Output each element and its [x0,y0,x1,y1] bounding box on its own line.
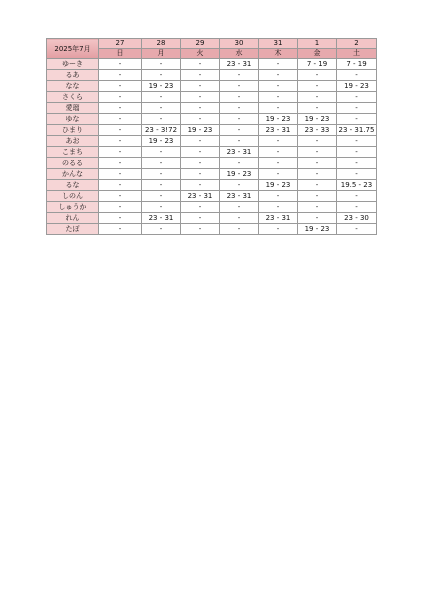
table-row [47,180,377,191]
shift-time: - [315,71,319,79]
shift-time: 19 - 23 [187,126,213,134]
shift-cell [142,213,181,224]
shift-time: 23 - 31 [265,214,291,222]
shift-time: - [315,148,319,156]
shift-cell [220,191,259,202]
staff-name: るあ [47,70,99,81]
shift-cell [220,103,259,114]
shift-cell [99,169,142,180]
shift-time: - [237,181,241,189]
shift-cell [337,169,377,180]
shift-cell [337,158,377,169]
table-row [47,59,377,70]
shift-cell [259,169,298,180]
shift-cell [337,92,377,103]
staff-name: なな [47,81,99,92]
shift-cell [337,202,377,213]
shift-time: - [237,115,241,123]
shift-cell [99,191,142,202]
shift-cell [259,158,298,169]
shift-cell [181,158,220,169]
shift-time: - [159,192,163,200]
day-date: 29 [181,39,220,49]
staff-name: しのん [47,191,99,202]
shift-cell [298,136,337,147]
shift-time: - [315,214,319,222]
shift-cell [259,136,298,147]
shift-time: - [237,104,241,112]
shift-time: - [315,82,319,90]
shift-cell [181,81,220,92]
shift-time: - [118,170,122,178]
day-date: 31 [259,39,298,49]
shift-cell [337,147,377,158]
shift-time: - [159,170,163,178]
shift-time: - [198,148,202,156]
shift-time: 23 - 31 [148,214,174,222]
shift-time: - [198,137,202,145]
shift-cell [181,191,220,202]
staff-name: さくら [47,92,99,103]
table-row [47,81,377,92]
staff-name: かんな [47,169,99,180]
staff-name: ゆな [47,114,99,125]
shift-cell [142,70,181,81]
shift-time: 19 - 23 [344,82,369,90]
day-weekday: 水 [220,49,259,59]
shift-cell [337,125,377,136]
shift-time: 23 - 33 [304,126,330,134]
shift-time: - [159,225,163,233]
shift-time: - [315,137,319,145]
shift-time: - [159,148,163,156]
table-row [47,92,377,103]
shift-time: - [276,71,280,79]
table-row [47,202,377,213]
shift-cell [181,114,220,125]
shift-cell [259,114,298,125]
shift-time: - [118,115,122,123]
shift-cell [181,180,220,191]
shift-cell [142,202,181,213]
table-row [47,125,377,136]
shift-cell [142,103,181,114]
staff-name: れん [47,213,99,224]
shift-time: - [159,71,163,79]
shift-time: - [276,82,280,90]
shift-cell [337,81,377,92]
shift-cell [181,169,220,180]
shift-time: - [118,104,122,112]
table-row [47,169,377,180]
shift-cell [337,70,377,81]
shift-time: - [159,60,163,68]
shift-time: - [159,203,163,211]
shift-time: - [315,93,319,101]
shift-cell [259,191,298,202]
shift-time: 19.5 - 23 [340,181,373,189]
table-row [47,114,377,125]
shift-cell [181,202,220,213]
shift-cell [142,59,181,70]
table-row [47,136,377,147]
staff-name: るな [47,180,99,191]
shift-cell [220,169,259,180]
shift-cell [298,169,337,180]
shift-cell [142,224,181,235]
shift-time: - [159,159,163,167]
shift-time: - [315,159,319,167]
shift-cell [298,158,337,169]
shift-time: - [159,181,163,189]
shift-cell [181,224,220,235]
table-row [47,147,377,158]
shift-cell [181,147,220,158]
shift-cell [220,213,259,224]
shift-time: - [118,148,122,156]
shift-cell [337,191,377,202]
shift-time: 19 - 23 [148,82,174,90]
day-weekday: 火 [181,49,220,59]
shift-time: - [276,137,280,145]
shift-cell [298,125,337,136]
shift-time: - [159,115,163,123]
shift-time: - [237,71,241,79]
shift-time: - [355,93,358,101]
shift-cell [99,224,142,235]
shift-cell [99,180,142,191]
shift-cell [220,202,259,213]
shift-cell [181,136,220,147]
shift-time: 19 - 23 [226,170,252,178]
shift-time: - [237,137,241,145]
day-date: 28 [142,39,181,49]
shift-cell [181,70,220,81]
shift-time: - [159,104,163,112]
shift-cell [298,180,337,191]
shift-cell [259,92,298,103]
day-weekday: 日 [99,49,142,59]
shift-time: - [276,203,280,211]
shift-time: - [276,159,280,167]
shift-cell [181,125,220,136]
shift-cell [99,70,142,81]
shift-time: 7 - 19 [306,60,328,68]
shift-cell [142,81,181,92]
shift-time: 23 - 31 [265,126,291,134]
shift-time: - [237,93,241,101]
shift-time: - [355,104,358,112]
staff-name: 愛瑠 [47,103,99,114]
shift-cell [298,103,337,114]
shift-cell [298,70,337,81]
shift-cell [99,103,142,114]
shift-time: - [237,126,241,134]
shift-time: 23 - 31 [226,192,252,200]
staff-name: こまち [47,147,99,158]
shift-cell [220,92,259,103]
shift-cell [99,125,142,136]
shift-time: - [198,203,202,211]
shift-cell [142,125,181,136]
shift-time: - [237,82,241,90]
shift-cell [142,147,181,158]
shift-cell [181,59,220,70]
shift-cell [259,59,298,70]
shift-cell [259,81,298,92]
shift-time: 7 - 19 [346,60,367,68]
shift-time: - [355,170,358,178]
shift-cell [220,136,259,147]
shift-time: 23 - 31 [226,148,252,156]
shift-time: 23 - 31 [187,192,213,200]
shift-time: - [198,159,202,167]
shift-time: - [355,225,358,233]
shift-time: - [198,225,202,233]
shift-cell [99,92,142,103]
shift-time: - [355,71,358,79]
shift-time: - [276,93,280,101]
day-date: 30 [220,39,259,49]
shift-cell [99,59,142,70]
shift-cell [220,125,259,136]
day-date: 2 [337,39,377,49]
shift-cell [259,103,298,114]
shift-time: - [118,82,122,90]
shift-cell [259,180,298,191]
shift-time: 23 - 30 [344,214,369,222]
table-row [47,70,377,81]
shift-time: - [198,214,202,222]
shift-cell [259,125,298,136]
shift-time: - [315,104,319,112]
shift-time: - [355,137,358,145]
shift-time: - [355,192,358,200]
schedule-body [47,59,377,235]
shift-cell [181,92,220,103]
shift-cell [337,213,377,224]
shift-time: - [276,60,280,68]
shift-cell [298,114,337,125]
shift-time: - [237,203,241,211]
shift-time: 19 - 23 [265,181,291,189]
shift-cell [99,81,142,92]
shift-cell [259,70,298,81]
staff-name: たぽ [47,224,99,235]
day-weekday: 金 [298,49,337,59]
shift-time: - [198,82,202,90]
shift-cell [99,213,142,224]
shift-cell [99,147,142,158]
shift-cell [298,92,337,103]
shift-cell [259,213,298,224]
shift-time: - [237,159,241,167]
shift-time: - [237,225,241,233]
shift-time: - [276,170,280,178]
day-date: 1 [298,39,337,49]
shift-time: - [118,181,122,189]
shift-cell [298,147,337,158]
shift-time: - [276,104,280,112]
shift-cell [298,191,337,202]
shift-time: - [118,93,122,101]
table-row [47,103,377,114]
month-label: 2025年7月 [47,39,99,59]
shift-time: - [198,170,202,178]
shift-time: 23 - 31.75 [338,126,375,134]
shift-time: - [198,104,202,112]
shift-time: - [276,192,280,200]
shift-cell [99,136,142,147]
shift-cell [142,191,181,202]
shift-cell [99,158,142,169]
shift-cell [142,158,181,169]
shift-time: - [276,148,280,156]
shift-time: 19 - 23 [148,137,174,145]
shift-time: - [159,93,163,101]
shift-time: - [237,214,241,222]
table-row [47,158,377,169]
shift-cell [181,103,220,114]
shift-cell [220,224,259,235]
shift-cell [99,202,142,213]
shift-time: - [355,148,358,156]
shift-cell [181,213,220,224]
shift-cell [220,114,259,125]
staff-name: のるる [47,158,99,169]
shift-cell [298,59,337,70]
staff-name: ひまり [47,125,99,136]
shift-time: 23 - 31 [226,60,252,68]
staff-name: しゅうか [47,202,99,213]
shift-cell [259,147,298,158]
shift-time: 19 - 23 [304,225,330,233]
shift-cell [220,158,259,169]
shift-time: - [198,93,202,101]
shift-time: 19 - 23 [265,115,291,123]
shift-cell [142,180,181,191]
day-weekday: 月 [142,49,181,59]
shift-cell [298,81,337,92]
shift-cell [220,180,259,191]
shift-time: - [118,203,122,211]
shift-cell [298,224,337,235]
shift-time: - [315,203,319,211]
shift-cell [298,213,337,224]
shift-cell [142,92,181,103]
shift-time: - [355,203,358,211]
shift-time: - [198,115,202,123]
staff-name: ゆーき [47,59,99,70]
shift-time: - [118,137,122,145]
shift-time: - [355,115,358,123]
shift-time: - [198,181,202,189]
shift-time: - [198,71,202,79]
shift-cell [337,180,377,191]
shift-cell [337,114,377,125]
shift-cell [337,103,377,114]
shift-time: - [118,214,122,222]
shift-cell [142,136,181,147]
shift-time: 19 - 23 [304,115,330,123]
staff-name: あお [47,136,99,147]
shift-time: - [355,159,358,167]
shift-cell [142,114,181,125]
shift-time: - [118,192,122,200]
table-row [47,191,377,202]
shift-time: - [315,192,319,200]
shift-time: 23 - 3!72 [144,126,178,134]
shift-cell [220,70,259,81]
shift-cell [220,81,259,92]
shift-schedule-table [46,38,377,235]
shift-cell [99,114,142,125]
shift-cell [259,224,298,235]
shift-time: - [118,126,122,134]
day-date: 27 [99,39,142,49]
day-weekday: 土 [337,49,377,59]
shift-cell [337,224,377,235]
shift-cell [337,136,377,147]
header-date-row [47,39,377,49]
shift-time: - [118,60,122,68]
shift-time: - [315,170,319,178]
shift-cell [259,202,298,213]
shift-cell [337,59,377,70]
shift-time: - [315,181,319,189]
shift-time: - [276,225,280,233]
table-row [47,213,377,224]
shift-cell [142,169,181,180]
day-weekday: 木 [259,49,298,59]
shift-time: - [118,225,122,233]
shift-time: - [198,60,202,68]
shift-cell [298,202,337,213]
shift-time: - [118,159,122,167]
table-row [47,224,377,235]
shift-time: - [118,71,122,79]
shift-cell [220,147,259,158]
shift-cell [220,59,259,70]
